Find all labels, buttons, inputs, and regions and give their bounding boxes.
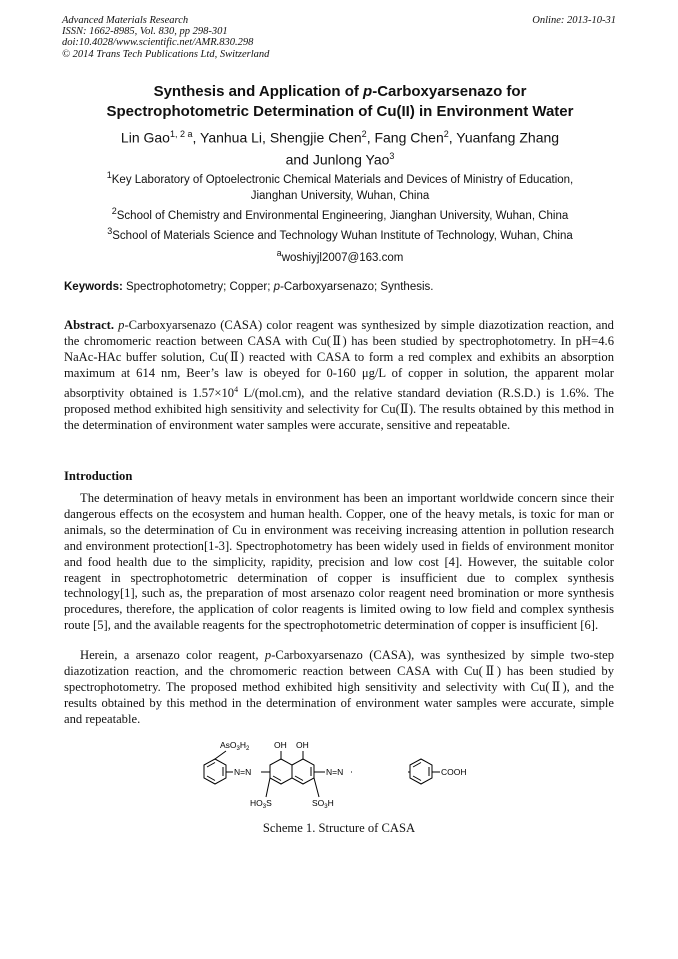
keywords xyxy=(64,281,620,293)
author: , Yanhua Li, Shengjie Chen xyxy=(192,129,362,146)
title-part: Synthesis and Application of xyxy=(153,83,364,100)
journal-copyright: © 2014 Trans Tech Publications Ltd, Switzerland xyxy=(62,48,270,60)
abstract-text: L/(mol.cm), and the relative standard deviation (R.S.D.) is 1.6%. The proposed method exhibited high sensitivity and selectivity for Cu(Ⅱ). The results obtained by this method in the determination of environment water samples were accurate, sensitive and repeatable. xyxy=(64,385,614,432)
introduction-heading: Introduction xyxy=(64,469,133,483)
aff-text: School of Materials Science and Technology Wuhan Institute of Technology, Wuhan, China xyxy=(112,229,573,242)
ho3s-label: $HO_3S$ xyxy=(250,798,272,810)
para-text: Herein, a arsenazo color reagent, xyxy=(80,648,265,662)
oh-label-2: OH xyxy=(296,740,309,750)
scheme-caption: Scheme 1. Structure of CASA xyxy=(262,821,416,835)
cooh-label: COOH xyxy=(441,767,467,777)
title-italic: p xyxy=(363,83,373,100)
aff-sup: 2 xyxy=(111,206,117,216)
abstract-text: -Carboxyarsenazo (CASA) color reagent was synthesized by simple diazotization reaction, and the chromomeric reaction between CASA with Cu(Ⅱ) has been studied by spectrophotometry. In pH=4.6 NaAc-HAc buffer solution, Cu(Ⅱ) reacted with CASA to form a red complex and exhibits an absorption maximum at 614 nm, Beer’s law is obeyed for 0-160 μg/L of copper in solution, the apparent molar absorptivity obtained is 1.57×10 xyxy=(64,318,614,400)
author: , Fang Chen xyxy=(366,129,444,146)
keywords-text: Spectrophotometry; Copper; xyxy=(122,281,274,293)
affiliation-1 xyxy=(60,167,620,204)
author-sup: 1, 2 a xyxy=(169,129,193,139)
azo-label-right: N=N xyxy=(326,767,344,777)
author: , Yuanfang Zhang xyxy=(448,129,560,146)
para-italic: p xyxy=(264,648,272,662)
casa-structure-diagram xyxy=(188,736,498,820)
title-part: -Carboxyarsenazo for xyxy=(372,83,527,100)
email-text: woshiyjl2007@163.com xyxy=(281,251,404,264)
abstract-sup: 4 xyxy=(234,384,239,394)
keywords-text: -Carboxyarsenazo; Synthesis. xyxy=(280,281,434,293)
author-sup: 3 xyxy=(389,150,395,161)
affiliation-3 xyxy=(60,223,620,244)
author-list xyxy=(60,125,620,168)
aff-text: Key Laboratory of Optoelectronic Chemical Materials and Devices of Ministry of Education, xyxy=(111,173,574,186)
oh-label-1: OH xyxy=(274,740,287,750)
author: and Junlong Yao xyxy=(285,151,390,168)
aso3h2-label: $AsO_3H_2$ xyxy=(220,740,250,752)
azo-label-left: N=N xyxy=(234,767,252,777)
author-sup: 2 xyxy=(361,129,367,139)
affiliation-2 xyxy=(60,203,620,224)
aff-text: School of Chemistry and Environmental Engineering, Jianghan University, Wuhan, China xyxy=(116,209,569,222)
journal-issn: ISSN: 1662-8985, Vol. 830, pp 298-301 xyxy=(62,26,228,38)
author: Lin Gao xyxy=(120,129,170,146)
journal-header xyxy=(62,15,616,60)
journal-name: Advanced Materials Research xyxy=(62,15,189,26)
intro-paragraph-2 xyxy=(64,648,614,728)
online-date: Online: 2013-10-31 xyxy=(532,15,616,26)
aff-sup: a xyxy=(276,248,282,258)
author-email xyxy=(60,245,620,266)
abstract-label: Abstract. xyxy=(64,318,115,332)
title-line-2: Spectrophotometric Determination of Cu(II) in Environment Water xyxy=(106,103,574,120)
aff-text: Jianghan University, Wuhan, China xyxy=(250,189,430,202)
abstract xyxy=(64,318,614,434)
keywords-label: Keywords: xyxy=(64,281,123,293)
paper-title xyxy=(60,82,620,122)
aff-sup: 3 xyxy=(107,226,113,236)
so3h-label: $SO_3H$ xyxy=(312,798,334,810)
keywords-italic: p xyxy=(273,281,281,293)
intro-paragraph-1: The determination of heavy metals in environment has been an important worldwide concern since their dangerous effects on the ecosystem and human health. Copper, one of the heavy metals, is toxic for man or animals, so the determination of Cu in environment was receiving increasing attention in pollution research and environment protection[1-3]. Spectrophotometry has been widely used in fields of environment monitor and food health due to the simplicity, rapidity, precision and low cost [4]. However, the suitable color reagent in spectrophotometric determination of copper is insufficient due to complex synthesis technology[1], such as, the preparation of most arsenazo color reagent need bromination or more synthesis procedures, therefore, the application of color reagents is limited owing to low field and complex synthesis route [5], and the available reagents for the spectrophotometric determination of copper is insufficient [6]. xyxy=(64,491,614,633)
journal-doi: doi:10.4028/www.scientific.net/AMR.830.298 xyxy=(62,37,254,49)
abstract-italic: p xyxy=(118,318,125,332)
aff-sup: 1 xyxy=(106,170,112,180)
para-text: -Carboxyarsenazo (CASA), was synthesized by simple two-step diazotization reaction, and the chromomeric reaction between CASA with Cu(Ⅱ) has been studied by spectrophotometry. The proposed method exhibited high sensitivity and selectivity with Cu(Ⅱ), and the results obtained by this method in the determination of environment water samples were accurate, simple and repeatable. xyxy=(64,648,614,726)
author-sup: 2 xyxy=(443,129,449,139)
